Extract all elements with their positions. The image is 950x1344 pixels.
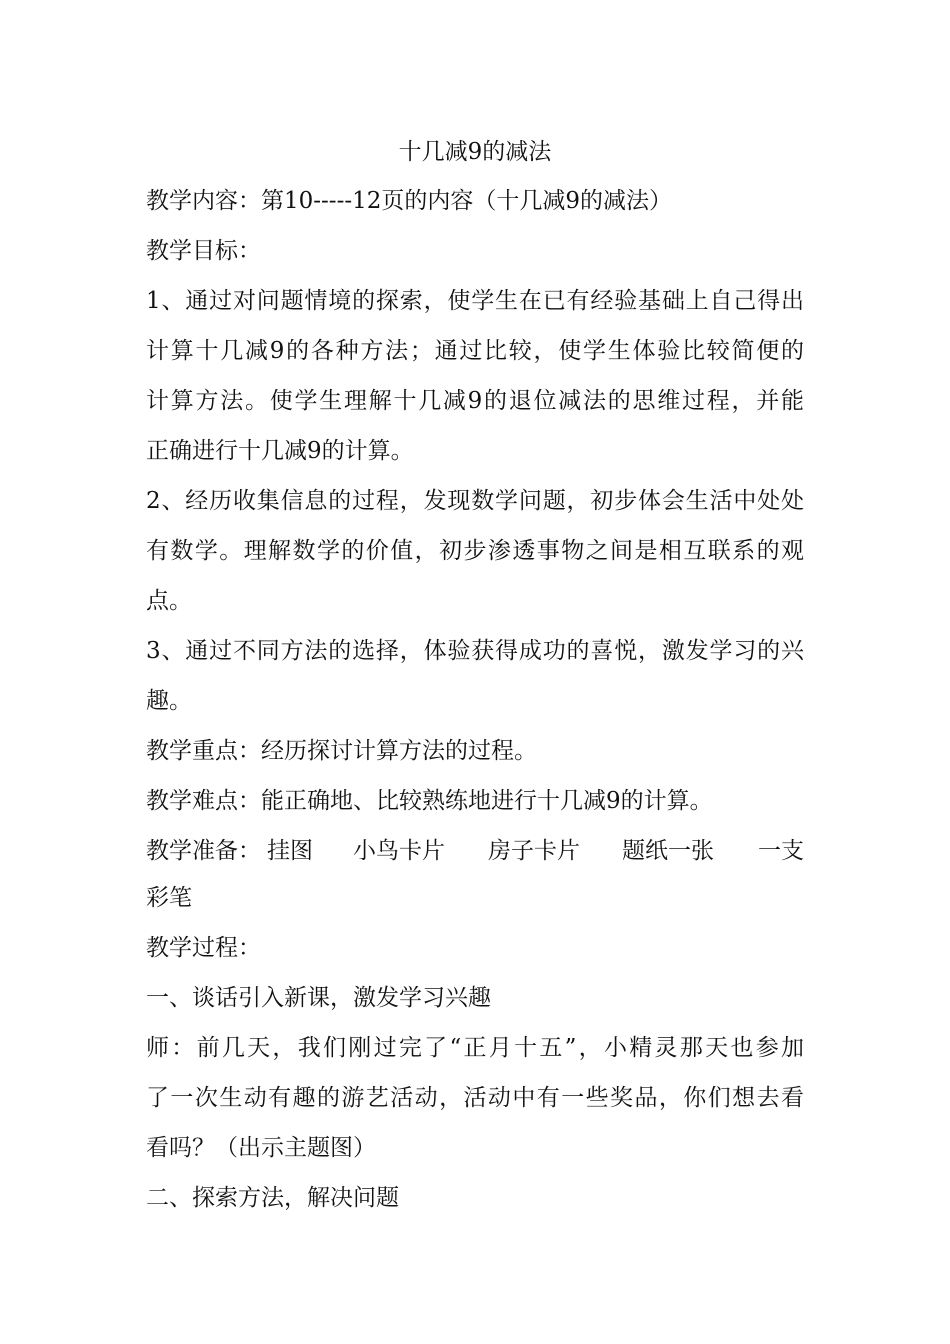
teaching-process-heading: 教学过程： [146,935,261,961]
preparation-item: 小鸟卡片 [353,838,445,864]
teaching-focus-line: 教学重点：经历探讨计算方法的过程。 [146,738,537,764]
goal-2-line-2: 有数学。理解数学的价值，初步渗透事物之间是相互联系的观 [146,538,804,564]
goal-1-line-1: 1、通过对问题情境的探索，使学生在已有经验基础上自己得出 [146,288,804,314]
goal-2-line-1: 2、经历收集信息的过程，发现数学问题，初步体会生活中处处 [146,488,804,514]
teacher-speech-line-2: 了一次生动有趣的游艺活动，活动中有一些奖品，你们想去看 [146,1085,804,1111]
teacher-speech-line-1: 师：前几天，我们刚过完了“正月十五”，小精灵那天也参加 [146,1035,804,1061]
teaching-content-line: 教学内容：第10-----12页的内容（十几减9的减法） [146,188,673,214]
teaching-preparation-continuation: 彩笔 [146,885,192,911]
section-1-heading: 一、谈话引入新课，激发学习兴趣 [146,985,491,1011]
document-title: 十几减9的减法 [398,139,552,165]
goal-3-line-1: 3、通过不同方法的选择，体验获得成功的喜悦，激发学习的兴 [146,638,804,664]
teaching-preparation-line [146,836,804,866]
preparation-item: 题纸一张 [622,838,714,864]
teaching-difficulty-line: 教学难点：能正确地、比较熟练地进行十几减9的计算。 [146,788,713,814]
goal-2-line-3: 点。 [146,588,192,614]
goal-1-line-2: 计算十几减9的各种方法；通过比较，使学生体验比较简便的 [146,338,804,364]
preparation-item: 房子卡片 [488,838,580,864]
goal-3-line-2: 趣。 [146,688,192,714]
teaching-goals-heading: 教学目标： [146,238,261,264]
preparation-item: 一支 [758,838,804,864]
preparation-label: 教学准备： [146,838,261,864]
section-2-heading: 二、探索方法，解决问题 [146,1185,399,1211]
preparation-item: 挂图 [267,838,313,864]
goal-1-line-4: 正确进行十几减9的计算。 [146,438,414,464]
goal-1-line-3: 计算方法。使学生理解十几减9的退位减法的思维过程，并能 [146,388,804,414]
teacher-speech-line-3: 看吗？（出示主题图） [146,1135,376,1161]
